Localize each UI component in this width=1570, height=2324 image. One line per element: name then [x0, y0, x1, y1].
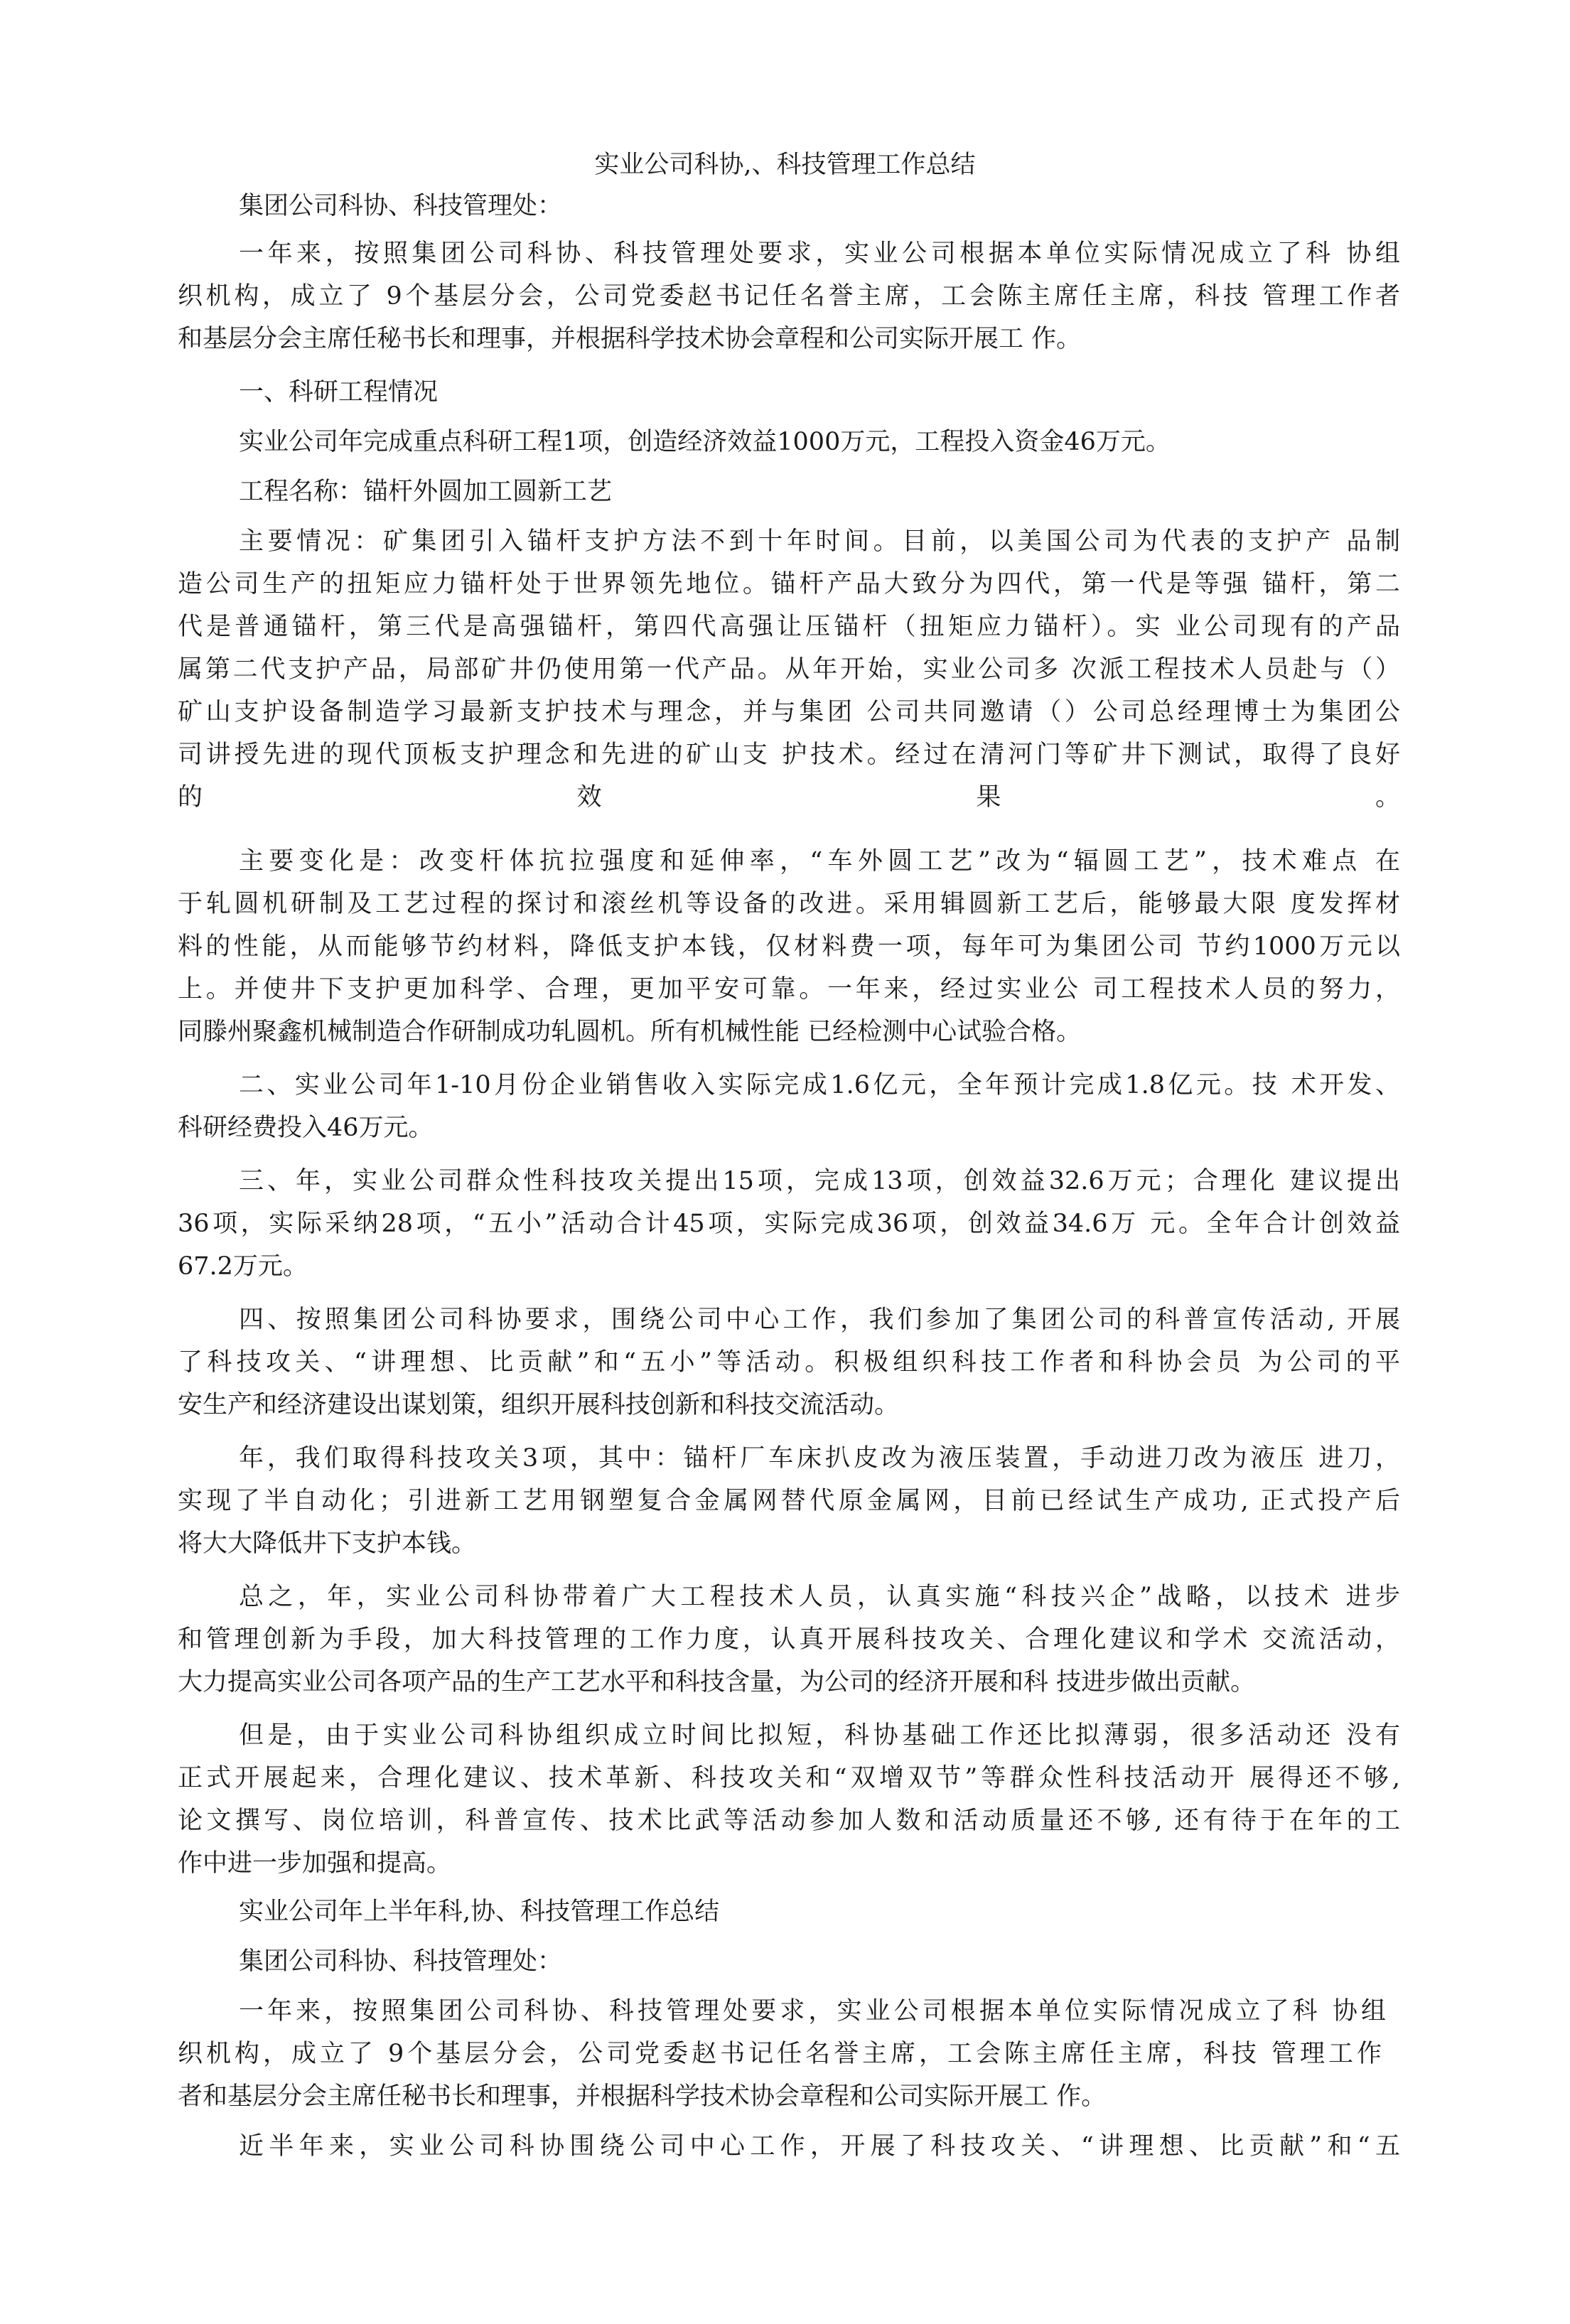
paragraph-line: 于轧圆机研制及工艺过程的探讨和滚丝机等设备的改进。采用辑圆新工艺后，能够最大限 度发挥材: [178, 890, 1400, 918]
paragraph-line: 总之，年，实业公司科协带着广大工程技术人员，认真实施“科技兴企”战略，以技术 进步: [239, 1583, 1400, 1611]
paragraph-line: 一年来，按照集团公司科协、科技管理处要求，实业公司根据本单位实际情况成立了科 协组: [239, 1997, 1386, 2026]
paragraph-line: 矿山支护设备制造学习最新支护技术与理念，并与集团 公司共同邀请（）公司总经理博士为集团公: [178, 698, 1400, 726]
paragraph-line: 主要变化是：改变杆体抗拉强度和延伸率，“车外圆工艺”改为“辐圆工艺”，技术难点 在: [239, 847, 1400, 876]
paragraph-line: 安生产和经济建设出谋划策，组织开展科技创新和科技交流活动。: [178, 1391, 900, 1419]
paragraph-line: 了科技攻关、“讲理想、比贡献”和“五小”等活动。积极组织科技工作者和科协会员 为公司的平: [178, 1348, 1400, 1377]
paragraph-line: 二、实业公司年1-10月份企业销售收入实际完成1.6亿元，全年预计完成1.8亿元。技 术开发、: [239, 1071, 1400, 1099]
paragraph-line: 36项，实际采纳28项，“五小”活动合计45项，实际完成36项，创效益34.6万 元。全年合计创效益: [178, 1210, 1400, 1238]
paragraph-line: 三、年，实业公司群众性科技攻关提出15项，完成13项，创效益32.6万元；合理化 建议提出: [239, 1167, 1400, 1195]
paragraph-line: 织机构，成立了 9个基层分会，公司党委赵书记任名誉主席，工会陈主席任主席，科技 管理工作者: [178, 282, 1400, 311]
paragraph-line: 实业公司年完成重点科研工程1项，创造经济效益1000万元，工程投入资金46万元。: [239, 428, 1171, 456]
paragraph-line: 造公司生产的扭矩应力锚杆处于世界领先地位。锚杆产品大致分为四代，第一代是等强 锚杆，第二: [178, 570, 1400, 598]
paragraph-line: 和管理创新为手段，加大科技管理的工作力度，认真开展科技攻关、合理化建议和学术 交流活动，: [178, 1625, 1400, 1654]
paragraph-line: 主要情况：矿集团引入锚杆支护方法不到十年时间。目前，以美国公司为代表的支护产 品制: [239, 527, 1400, 556]
paragraph-line: 实现了半自动化；引进新工艺用钢塑复合金属网替代原金属网，目前已经试生产成功, 正式投产后: [178, 1487, 1400, 1515]
paragraph-line: 正式开展起来，合理化建议、技术革新、科技攻关和“双增双节”等群众性科技活动开 展得还不够,: [178, 1764, 1400, 1792]
paragraph-line: 者和基层分会主席任秘书长和理事，并根据科学技术协会章程和公司实际开展工 作。: [178, 2082, 1107, 2111]
paragraph-line: 属第二代支护产品，局部矿井仍使用第一代产品。从年开始，实业公司多 次派工程技术人员赴与（）: [178, 655, 1400, 684]
paragraph-line: 一年来，按照集团公司科协、科技管理处要求，实业公司根据本单位实际情况成立了科 协组: [239, 240, 1400, 268]
second-report-title: 实业公司年上半年科,协、科技管理工作总结: [239, 1898, 720, 1926]
salutation: 集团公司科协、科技管理处：: [239, 192, 563, 220]
paragraph-line: 司讲授先进的现代顶板支护理念和先进的矿山支 护技术。经过在清河门等矿井下测试，取得了良好: [178, 741, 1400, 769]
section-heading: 一、科研工程情况: [239, 378, 439, 407]
paragraph-line: 上。并使井下支护更加科学、合理，更加平安可靠。一年来，经过实业公 司工程技术人员的努力，: [178, 975, 1400, 1004]
paragraph-line: 67.2万元。: [178, 1252, 308, 1281]
paragraph-line: 大力提高实业公司各项产品的生产工艺水平和科技含量，为公司的经济开展和科 技进步做出贡献。: [178, 1668, 1256, 1696]
paragraph-line: 作中进一步加强和提高。: [178, 1849, 452, 1878]
paragraph-line: 同滕州聚鑫机械制造合作研制成功轧圆机。所有机械性能 已经检测中心试验合格。: [178, 1018, 1082, 1046]
paragraph-line: 年，我们取得科技攻关3项，其中：锚杆厂车床扒皮改为液压装置，手动进刀改为液压 进刀，: [239, 1444, 1400, 1473]
document-title: 实业公司科协,、科技管理工作总结: [594, 151, 976, 179]
salutation: 集团公司科协、科技管理处：: [239, 1947, 563, 1976]
paragraph-line: 近半年来，实业公司科协围绕公司中心工作，开展了科技攻关、“讲理想、比贡献”和“五: [239, 2132, 1400, 2161]
paragraph-line: 将大大降低井下支护本钱。: [178, 1529, 477, 1558]
paragraph-line: 科研经费投入46万元。: [178, 1114, 434, 1142]
paragraph-line: 的效果。: [178, 783, 1400, 812]
paragraph-line: 和基层分会主席任秘书长和理事，并根据科学技术协会章程和公司实际开展工 作。: [178, 325, 1082, 353]
paragraph-line: 但是，由于实业公司科协组织成立时间比拟短，科协基础工作还比拟薄弱，很多活动还 没有: [239, 1721, 1400, 1750]
paragraph-line: 四、按照集团公司科协要求，围绕公司中心工作，我们参加了集团公司的科普宣传活动, 开展: [239, 1306, 1400, 1334]
paragraph-line: 代是普通锚杆，第三代是高强锚杆，第四代高强让压锚杆（扭矩应力锚杆）。实 业公司现有的产品: [178, 613, 1400, 641]
paragraph-line: 织机构，成立了 9个基层分会，公司党委赵书记任名誉主席，工会陈主席任主席，科技 管理工作: [178, 2040, 1382, 2068]
project-name: 工程名称：锚杆外圆加工圆新工艺: [239, 478, 613, 506]
paragraph-line: 料的性能，从而能够节约材料，降低支护本钱，仅材料费一项，每年可为集团公司 节约1000万元以: [178, 932, 1400, 961]
paragraph-line: 论文撰写、岗位培训，科普宣传、技术比武等活动参加人数和活动质量还不够, 还有待于在年的工: [178, 1807, 1400, 1835]
